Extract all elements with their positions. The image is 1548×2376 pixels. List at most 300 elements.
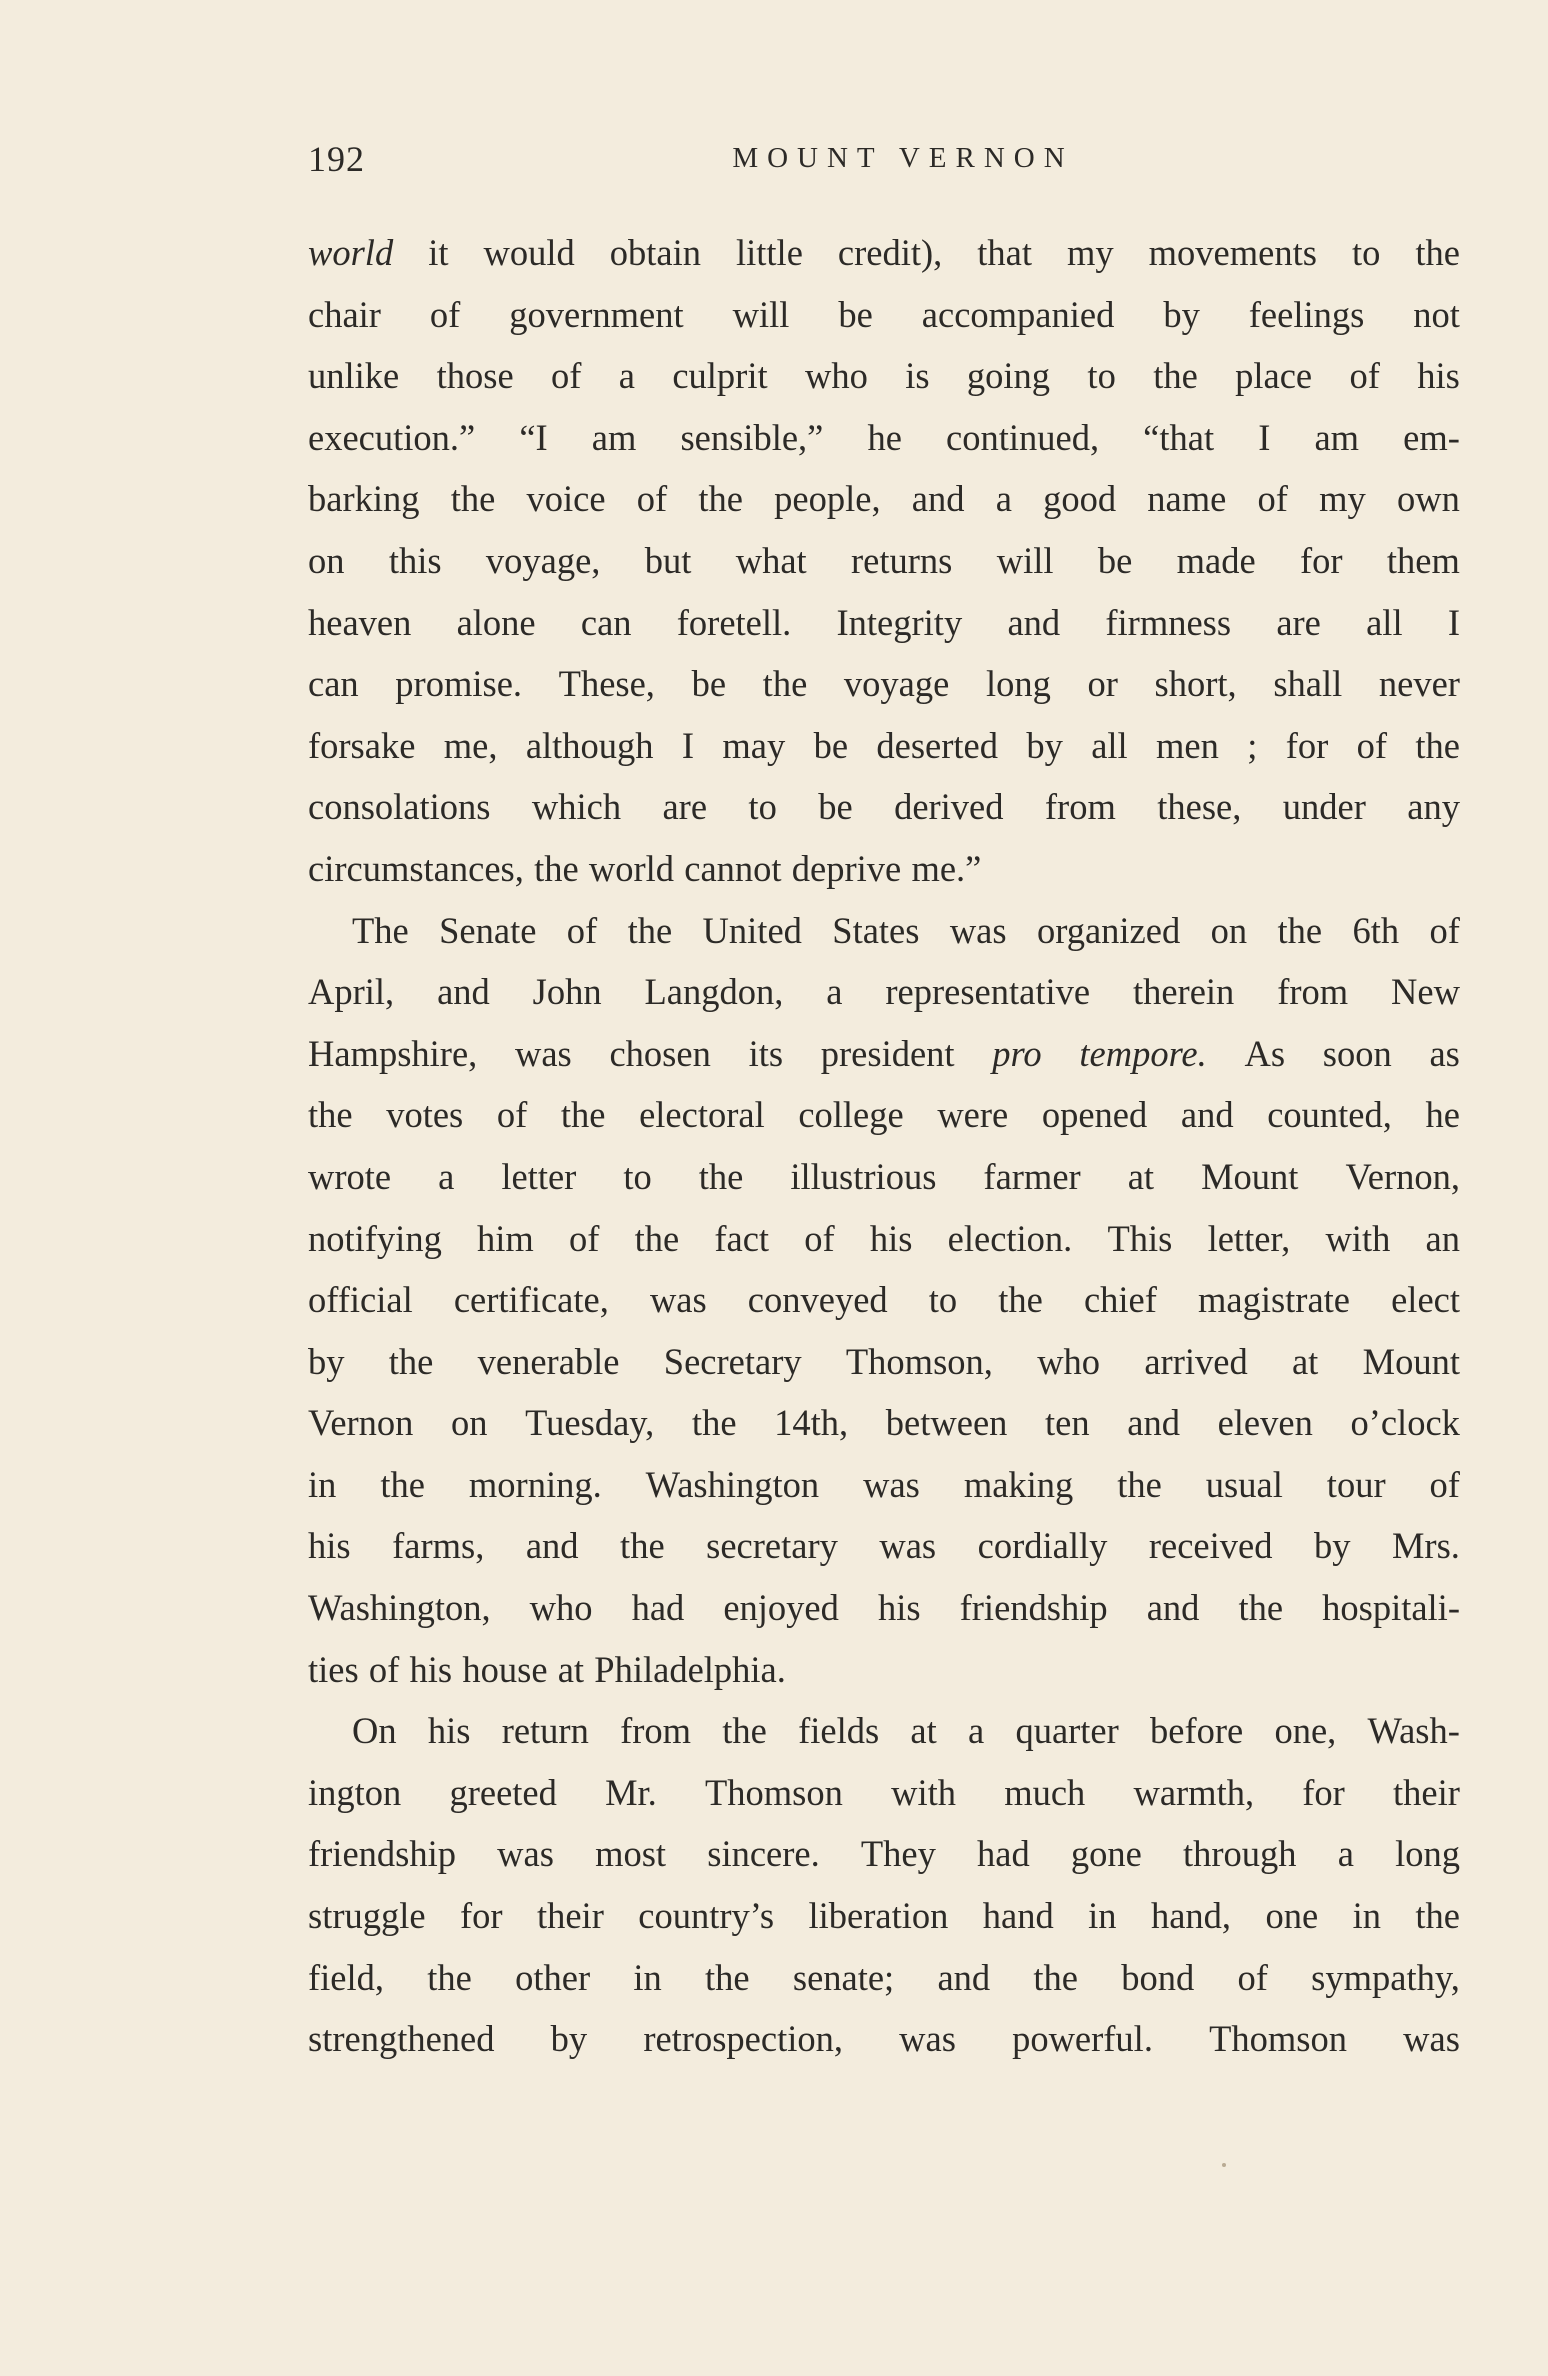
word: in — [308, 1463, 337, 1505]
word: was — [1403, 2018, 1460, 2060]
word: received — [1148, 1525, 1273, 1567]
text-line — [308, 2008, 1460, 2070]
text-line — [308, 653, 1460, 715]
word: who — [529, 1587, 593, 1629]
word: from — [620, 1710, 692, 1752]
word: from — [1044, 786, 1116, 828]
word: the — [1415, 724, 1460, 766]
word: was — [515, 1032, 572, 1074]
italic-word: pro — [992, 1032, 1042, 1074]
word: to — [1351, 232, 1381, 273]
word: by — [1163, 293, 1200, 335]
word: who — [1037, 1340, 1101, 1382]
word: Washington — [645, 1463, 820, 1505]
word: shall — [1273, 663, 1343, 705]
word: my — [1319, 478, 1366, 520]
word: had — [631, 1587, 685, 1629]
running-head: MOUNT VERNON — [732, 142, 1074, 174]
word: notifying — [308, 1217, 442, 1259]
text-line — [308, 1454, 1460, 1516]
word: to — [1087, 355, 1116, 397]
word: this — [388, 539, 442, 581]
word: the — [380, 1463, 425, 1505]
word: his — [1417, 355, 1460, 397]
word: feelings — [1248, 293, 1365, 335]
word: be — [813, 724, 849, 766]
word: in — [1088, 1895, 1117, 1937]
word: bond — [1121, 1956, 1195, 1998]
word: John — [532, 971, 602, 1013]
word: and — [525, 1525, 579, 1567]
word: The — [352, 909, 409, 951]
word: Thomson — [1209, 2018, 1348, 2060]
word: States — [832, 909, 920, 951]
word: all — [1366, 601, 1403, 643]
word: had — [977, 1833, 1030, 1875]
text-line — [308, 1269, 1460, 1331]
word: heaven — [308, 601, 412, 643]
word: for — [1285, 724, 1329, 766]
word: the — [427, 1956, 472, 1998]
word: may — [722, 724, 786, 766]
text-line — [308, 222, 1460, 284]
word: quarter — [1015, 1710, 1119, 1752]
word: derived — [894, 786, 1004, 828]
word: with — [1325, 1217, 1391, 1259]
word: sensible,” — [680, 416, 824, 458]
word: opened — [1041, 1094, 1148, 1136]
word: culprit — [672, 355, 768, 397]
word: letter, — [1207, 1217, 1291, 1259]
word: through — [1183, 1833, 1297, 1875]
body-text — [308, 222, 1460, 2070]
word: execution.” — [308, 416, 476, 458]
word: most — [595, 1833, 667, 1875]
word: farmer — [983, 1155, 1081, 1197]
word: the — [534, 847, 579, 889]
word: chosen — [609, 1032, 711, 1074]
word: the — [998, 1279, 1043, 1321]
word: an — [1425, 1217, 1460, 1259]
word: votes — [386, 1094, 464, 1136]
word: under — [1282, 786, 1366, 828]
text-line — [308, 1331, 1460, 1393]
word: long — [1395, 1833, 1460, 1875]
word: at — [557, 1648, 585, 1690]
word: chief — [1083, 1279, 1157, 1321]
text-line — [308, 530, 1460, 592]
word: sympathy, — [1311, 1956, 1460, 1998]
word: in — [1352, 1895, 1381, 1937]
word: his — [308, 1525, 351, 1567]
word: making — [963, 1463, 1074, 1505]
italic-word: world — [308, 232, 394, 273]
word: letter — [501, 1155, 577, 1197]
word: therein — [1132, 971, 1235, 1013]
word: representative — [885, 971, 1091, 1013]
word: at — [1127, 1155, 1155, 1197]
text-line — [308, 776, 1460, 838]
word: Tuesday, — [525, 1402, 655, 1444]
word: to — [623, 1155, 652, 1197]
word: election. — [947, 1217, 1073, 1259]
word: Thomson — [705, 1771, 843, 1813]
word: of — [1237, 1956, 1268, 1998]
word: and — [911, 478, 965, 520]
word: president — [820, 1032, 955, 1074]
text-line — [308, 1515, 1460, 1577]
word: and — [437, 971, 490, 1013]
word: strengthened — [308, 2018, 495, 2060]
word: its — [748, 1032, 784, 1074]
word: the — [698, 1155, 744, 1197]
word: Thomson, — [845, 1340, 993, 1382]
word: the — [627, 909, 673, 951]
word: accompanied — [921, 293, 1115, 335]
word: friendship — [959, 1587, 1108, 1629]
word: before — [1150, 1710, 1244, 1752]
text-line — [308, 1700, 1460, 1762]
word: the — [450, 478, 496, 520]
word: at — [910, 1710, 937, 1752]
word: can — [580, 601, 632, 643]
word: voyage, — [485, 539, 601, 581]
word: his — [409, 1648, 453, 1690]
paper-speck — [1222, 2163, 1226, 2167]
word: “that — [1143, 416, 1215, 458]
word: Vernon — [308, 1402, 414, 1444]
word: forsake — [308, 724, 416, 766]
word: a — [826, 971, 843, 1013]
word: those — [436, 355, 514, 397]
word: tour — [1326, 1463, 1386, 1505]
word: one — [1265, 1895, 1319, 1937]
word: chair — [308, 293, 381, 335]
word: be — [818, 786, 853, 828]
text-line — [308, 961, 1460, 1023]
word: of — [429, 293, 461, 335]
word: long — [985, 663, 1051, 705]
text-line — [308, 900, 1460, 962]
word: illustrious — [790, 1155, 937, 1197]
word: the — [560, 1094, 606, 1136]
word: greeted — [449, 1771, 557, 1813]
word: soon — [1322, 1032, 1392, 1074]
word: senate; — [792, 1956, 895, 1998]
word: of — [1429, 909, 1460, 951]
word: was — [899, 2018, 956, 2060]
text-line — [308, 1392, 1460, 1454]
word: certificate, — [453, 1279, 609, 1321]
word: of — [496, 1094, 528, 1136]
word: his — [427, 1710, 471, 1752]
word: return — [501, 1710, 589, 1752]
word: This — [1107, 1217, 1173, 1259]
word: it — [428, 232, 449, 273]
word: will — [732, 293, 790, 335]
word: the — [388, 1340, 434, 1382]
word: field, — [308, 1956, 385, 1998]
word: at — [1291, 1340, 1319, 1382]
word: Hampshire, — [308, 1032, 478, 1074]
word: as — [1429, 1032, 1460, 1074]
word: be — [691, 663, 727, 705]
word: on — [451, 1402, 488, 1444]
word: I — [1447, 601, 1460, 643]
word: and — [1180, 1094, 1234, 1136]
text-line — [308, 1208, 1460, 1270]
word: hospitali- — [1322, 1587, 1460, 1629]
word: by — [550, 2018, 588, 2060]
word: the — [722, 1710, 767, 1752]
word: was — [879, 1525, 937, 1567]
text-line — [308, 592, 1460, 654]
word: circumstances, — [308, 847, 524, 889]
word: farms, — [392, 1525, 485, 1567]
word: 6th — [1352, 909, 1400, 951]
word: the — [705, 1956, 750, 1998]
word: movements — [1148, 232, 1317, 273]
word: firmness — [1105, 601, 1232, 643]
word: On — [352, 1710, 397, 1752]
word: between — [885, 1402, 1008, 1444]
text-line — [308, 1885, 1460, 1947]
word: he — [1425, 1094, 1460, 1136]
word: these, — [1157, 786, 1242, 828]
word: the — [634, 1217, 680, 1259]
italic-word: tempore. — [1079, 1032, 1207, 1074]
word: was — [649, 1279, 707, 1321]
word: name — [1147, 478, 1227, 520]
word: my — [1067, 232, 1114, 273]
word: the — [698, 478, 743, 520]
word: hand — [982, 1895, 1054, 1937]
word: continued, — [946, 416, 1100, 458]
word: them — [1386, 539, 1460, 581]
word: Integrity — [836, 601, 963, 643]
word: good — [1043, 478, 1117, 520]
text-line — [308, 1823, 1460, 1885]
word: venerable — [477, 1340, 620, 1382]
word: all — [1091, 724, 1128, 766]
word: for — [1300, 539, 1343, 581]
word: Philadelphia. — [594, 1648, 786, 1690]
word: ; — [1247, 724, 1258, 766]
word: magistrate — [1197, 1279, 1351, 1321]
word: he — [867, 416, 902, 458]
word: the — [308, 1094, 353, 1136]
word: with — [891, 1771, 956, 1813]
word: me.” — [911, 847, 982, 889]
word: although — [525, 724, 654, 766]
word: I — [1258, 416, 1271, 458]
word: men — [1156, 724, 1219, 766]
word: promise. — [395, 663, 523, 705]
word: foretell. — [676, 601, 792, 643]
word: Vernon, — [1345, 1155, 1460, 1197]
word: alone — [456, 601, 536, 643]
word: other — [515, 1956, 591, 1998]
word: is — [905, 355, 930, 397]
word: Senate — [439, 909, 537, 951]
word: college — [798, 1094, 904, 1136]
word: official — [308, 1279, 413, 1321]
word: 14th, — [774, 1402, 849, 1444]
word: of — [1356, 724, 1388, 766]
word: the — [1153, 355, 1198, 397]
word: unlike — [308, 355, 400, 397]
text-line — [308, 1947, 1460, 2009]
word: the — [691, 1402, 737, 1444]
word: of — [1349, 355, 1380, 397]
word: morning. — [468, 1463, 602, 1505]
word: cordially — [977, 1525, 1108, 1567]
word: government — [509, 293, 684, 335]
word: sincere. — [707, 1833, 820, 1875]
word: warmth, — [1133, 1771, 1255, 1813]
word: enjoyed — [723, 1587, 839, 1629]
word: Mount — [1201, 1155, 1299, 1197]
word: to — [748, 786, 777, 828]
word: cannot — [684, 847, 782, 889]
word: by — [1313, 1525, 1351, 1567]
word: were — [937, 1094, 1009, 1136]
word: electoral — [639, 1094, 765, 1136]
text-line — [308, 345, 1460, 407]
word: liberation — [808, 1895, 949, 1937]
word: of — [636, 478, 668, 520]
word: or — [1087, 663, 1118, 705]
word: hand, — [1150, 1895, 1232, 1937]
word: that — [977, 232, 1032, 273]
word: fact — [714, 1217, 770, 1259]
word: and — [937, 1956, 991, 1998]
word: their — [536, 1895, 604, 1937]
word: ington — [308, 1771, 402, 1813]
word: They — [860, 1833, 936, 1875]
word: a — [1337, 1833, 1354, 1875]
word: These, — [558, 663, 655, 705]
word: retrospection, — [643, 2018, 843, 2060]
word: was — [863, 1463, 920, 1505]
word: not — [1413, 293, 1460, 335]
word: the — [620, 1525, 665, 1567]
word: are — [1276, 601, 1321, 643]
word: of — [566, 909, 598, 951]
word: house — [462, 1648, 548, 1690]
word: “I — [519, 416, 548, 458]
word: Mount — [1362, 1340, 1460, 1382]
word: was — [497, 1833, 554, 1875]
word: world — [588, 847, 675, 889]
text-line — [308, 838, 1460, 900]
word: one, — [1274, 1710, 1337, 1752]
word: on — [308, 539, 345, 581]
word: consolations — [308, 786, 491, 828]
text-line — [308, 1084, 1460, 1146]
word: a — [438, 1155, 455, 1197]
word: friendship — [308, 1833, 456, 1875]
word: am — [1314, 416, 1360, 458]
word: em- — [1403, 416, 1460, 458]
word: gone — [1070, 1833, 1142, 1875]
word: Secretary — [663, 1340, 802, 1382]
word: country’s — [638, 1895, 775, 1937]
word: going — [966, 355, 1051, 397]
word: the — [1033, 1956, 1078, 1998]
word: counted, — [1267, 1094, 1392, 1136]
word: was — [949, 909, 1007, 951]
text-line — [308, 407, 1460, 469]
word: the — [1117, 1463, 1162, 1505]
word: wrote — [308, 1155, 392, 1197]
word: be — [1097, 539, 1133, 581]
word: powerful. — [1012, 2018, 1153, 2060]
word: barking — [308, 478, 420, 520]
word: ten — [1045, 1402, 1090, 1444]
text-line — [308, 1023, 1460, 1085]
word: be — [838, 293, 873, 335]
word: secretary — [706, 1525, 838, 1567]
word: the — [1238, 1587, 1284, 1629]
text-line — [308, 468, 1460, 530]
text-line — [308, 715, 1460, 777]
word: own — [1397, 478, 1460, 520]
word: what — [735, 539, 807, 581]
word: and — [1146, 1587, 1200, 1629]
word: I — [681, 724, 695, 766]
word: credit), — [837, 232, 943, 273]
word: on — [1210, 909, 1248, 951]
word: made — [1176, 539, 1256, 581]
word: voyage — [843, 663, 950, 705]
word: deserted — [876, 724, 998, 766]
word: and — [1007, 601, 1061, 643]
word: returns — [851, 539, 953, 581]
word: obtain — [609, 232, 701, 273]
word: Langdon, — [644, 971, 784, 1013]
word: struggle — [308, 1895, 426, 1937]
word: the — [762, 663, 808, 705]
word: organized — [1036, 909, 1181, 951]
word: never — [1378, 663, 1460, 705]
word: him — [477, 1217, 534, 1259]
word: to — [928, 1279, 958, 1321]
word: of — [1257, 478, 1288, 520]
word: people, — [774, 478, 881, 520]
word: conveyed — [747, 1279, 888, 1321]
word: by — [308, 1340, 345, 1382]
word: for — [1302, 1771, 1345, 1813]
word: who — [804, 355, 868, 397]
word: in — [633, 1956, 662, 1998]
word: fields — [798, 1710, 880, 1752]
word: Mrs. — [1391, 1525, 1460, 1567]
word: their — [1393, 1771, 1460, 1813]
word: o’clock — [1350, 1402, 1460, 1444]
word: Washington, — [308, 1587, 491, 1629]
word: the — [1415, 1895, 1460, 1937]
word: eleven — [1217, 1402, 1313, 1444]
word: April, — [308, 971, 395, 1013]
word: Wash- — [1367, 1710, 1460, 1752]
word: of — [368, 1648, 400, 1690]
page-header — [308, 138, 1458, 188]
word: Mr. — [605, 1771, 657, 1813]
word: a — [618, 355, 635, 397]
word: arrived — [1144, 1340, 1248, 1382]
word: elect — [1391, 1279, 1460, 1321]
